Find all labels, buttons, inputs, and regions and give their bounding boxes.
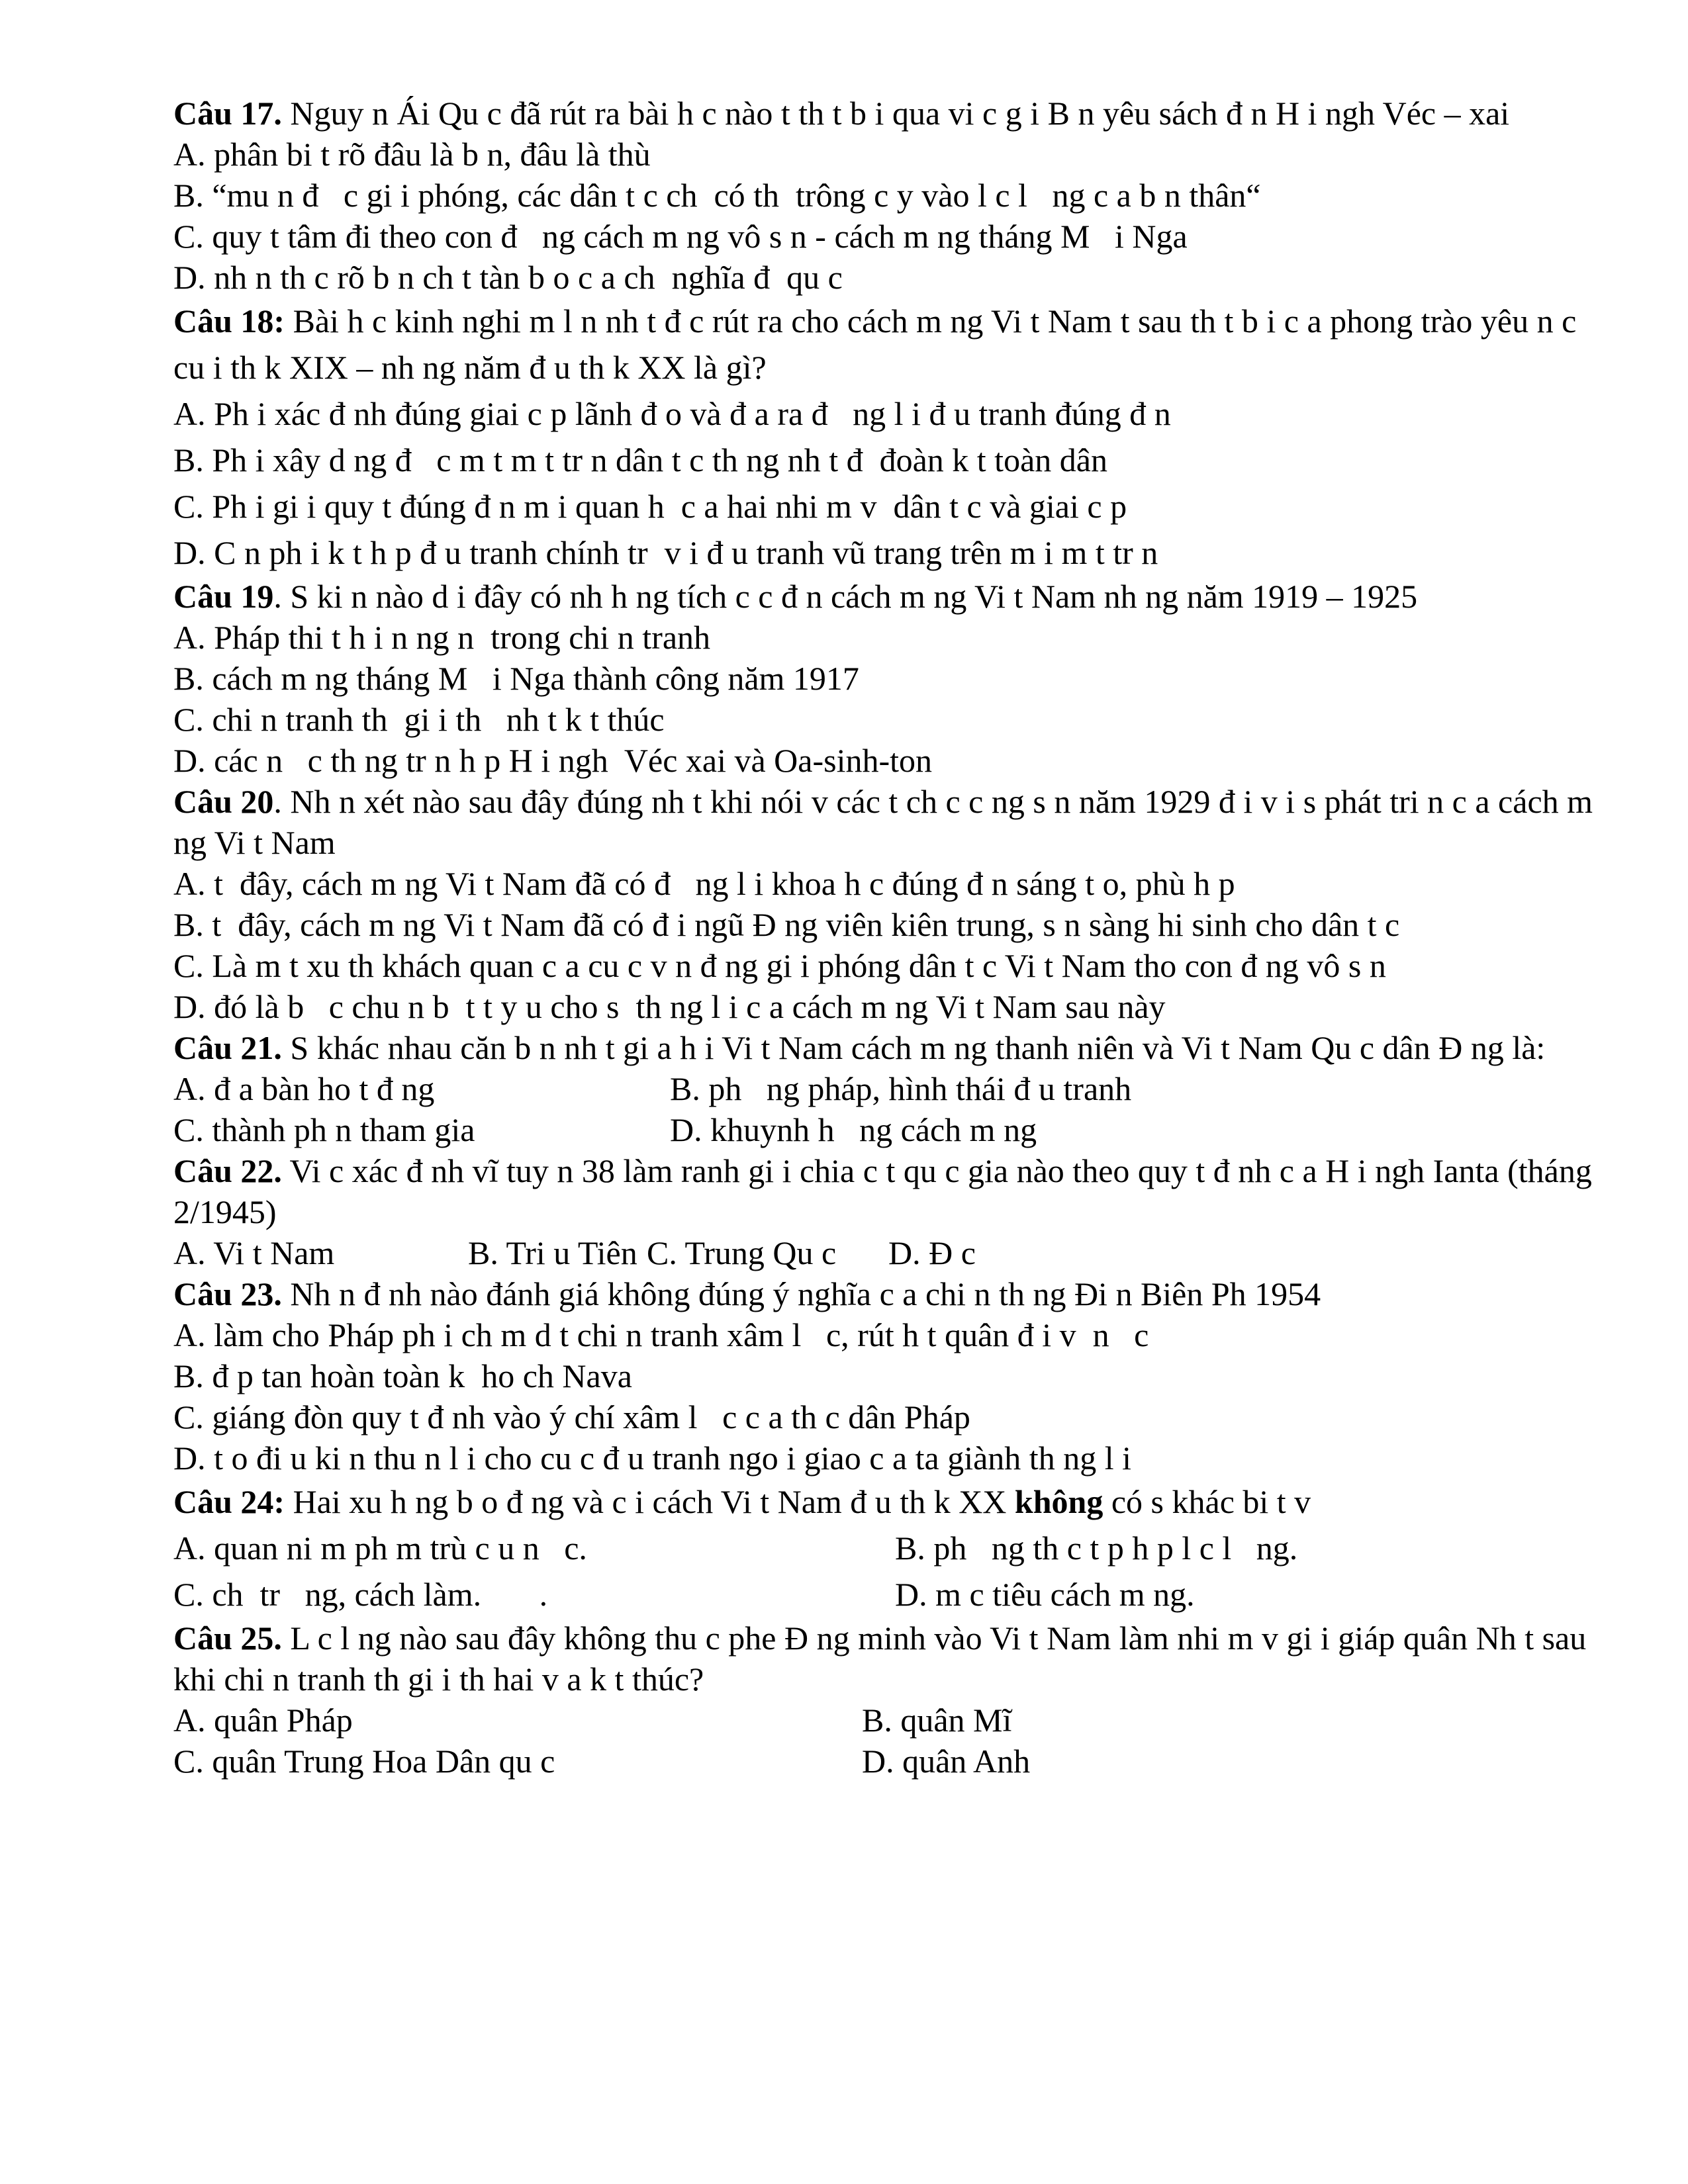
option-c: C. Trung Qu c: [647, 1234, 837, 1271]
question-stem: [173, 298, 1597, 390]
question-stem: [173, 93, 1597, 134]
option-d: D. t o đi u ki n thu n l i cho cu c đ u tranh ngo i giao c a ta giành th ng l i: [173, 1439, 1131, 1477]
question-label: Câu 20: [173, 783, 274, 820]
options-row: [173, 1700, 1597, 1741]
question-label: Câu 19: [173, 578, 274, 615]
question-label: Câu 23.: [173, 1275, 282, 1312]
option-d: D. quân Anh: [862, 1743, 1031, 1780]
option-b: B. ph ng pháp, hình thái đ u tranh: [670, 1070, 1132, 1107]
question-label: Câu 18:: [173, 302, 285, 340]
option-a: A. quân Pháp: [173, 1702, 353, 1739]
question-25: [173, 1617, 1597, 1782]
option-c: C. giáng đòn quy t đ nh vào ý chí xâm l c c a th c dân Pháp: [173, 1398, 970, 1435]
options-row: [173, 1525, 1597, 1571]
question-stem: [173, 1479, 1597, 1525]
option-b: B. t đây, cách m ng Vi t Nam đã có đ i ngũ Đ ng viên kiên trung, s n sàng hi sinh cho dân t c: [173, 906, 1400, 943]
question-stem: [173, 1150, 1597, 1232]
question-text-post: có s khác bi t v: [1103, 1483, 1311, 1520]
question-19: [173, 576, 1597, 781]
option-c: C. chi n tranh th gi i th nh t k t thúc: [173, 701, 665, 738]
options-row: [173, 1232, 1597, 1273]
option-d: D. nh n th c rõ b n ch t tàn b o c a ch nghĩa đ qu c: [173, 259, 843, 296]
option-d: D. đó là b c chu n b t t y u cho s th ng l i c a cách m ng Vi t Nam sau này: [173, 988, 1166, 1025]
options-row: [173, 1109, 1597, 1150]
option-c: C. ch tr ng, cách làm. .: [173, 1576, 548, 1613]
question-label: Câu 22.: [173, 1152, 282, 1189]
option-d: D. khuynh h ng cách m ng: [670, 1111, 1037, 1148]
question-emphasis: không: [1014, 1483, 1103, 1520]
option-d: D. các n c th ng tr n h p H i ngh Véc xai và Oa-sinh-ton: [173, 742, 933, 779]
option-b: B. quân Mĩ: [862, 1702, 1012, 1739]
question-label: Câu 24:: [173, 1483, 285, 1520]
question-text: Bài h c kinh nghi m l n nh t đ c rút ra cho cách m ng Vi t Nam t sau th t b i c a phong trào yêu n c cu i th k XIX – nh ng năm đ u th k XX là gì?: [173, 302, 1577, 386]
option-c: C. Là m t xu th khách quan c a cu c v n đ ng gi i phóng dân t c Vi t Nam tho con đ ng vô s n: [173, 947, 1386, 984]
question-24: [173, 1479, 1597, 1617]
option-a: A. làm cho Pháp ph i ch m d t chi n tranh xâm l c, rút h t quân đ i v n c: [173, 1316, 1149, 1353]
question-21: [173, 1027, 1597, 1150]
question-text: Vi c xác đ nh vĩ tuy n 38 làm ranh gi i chia c t qu c gia nào theo quy t đ nh c a H i ngh Ianta (tháng 2/1945): [173, 1152, 1592, 1230]
option-c: C. Ph i gi i quy t đúng đ n m i quan h c a hai nhi m v dân t c và giai c p: [173, 488, 1127, 525]
question-stem: [173, 1027, 1597, 1068]
question-stem: [173, 1617, 1597, 1700]
question-text: Nh n đ nh nào đánh giá không đúng ý nghĩa c a chi n th ng Đi n Biên Ph 1954: [281, 1275, 1321, 1312]
question-label: Câu 25.: [173, 1619, 282, 1657]
options-row: [173, 1068, 1597, 1109]
question-label: Câu 17.: [173, 95, 282, 132]
question-stem: [173, 781, 1597, 863]
option-a: A. phân bi t rõ đâu là b n, đâu là thù: [173, 136, 651, 173]
options-row: [173, 1571, 1597, 1617]
option-c: C. quân Trung Hoa Dân qu c: [173, 1743, 555, 1780]
question-17: [173, 93, 1597, 298]
question-text: . S ki n nào d i đây có nh h ng tích c c đ n cách m ng Vi t Nam nh ng năm 1919 – 1925: [273, 578, 1418, 615]
option-d: D. m c tiêu cách m ng.: [895, 1576, 1195, 1613]
option-c: C. thành ph n tham gia: [173, 1111, 475, 1148]
option-a: A. Vi t Nam: [173, 1234, 335, 1271]
option-b: B. “mu n đ c gi i phóng, các dân t c ch có th trông c y vào l c l ng c a b n thân“: [173, 177, 1261, 214]
question-text: L c l ng nào sau đây không thu c phe Đ ng minh vào Vi t Nam làm nhi m v gi i giáp quân Nh t sau khi chi n tranh th gi i th hai v a k t thúc?: [173, 1619, 1587, 1698]
option-b: B. ph ng th c t p h p l c l ng.: [895, 1529, 1298, 1567]
exam-page: [173, 93, 1597, 1782]
question-text: S khác nhau căn b n nh t gi a h i Vi t Nam cách m ng thanh niên và Vi t Nam Qu c dân Đ ng là:: [281, 1029, 1546, 1066]
question-23: [173, 1273, 1597, 1479]
option-a: A. Pháp thi t h i n ng n trong chi n tranh: [173, 619, 711, 656]
question-text-pre: Hai xu h ng b o đ ng và c i cách Vi t Nam đ u th k XX: [285, 1483, 1015, 1520]
option-a: A. Ph i xác đ nh đúng giai c p lãnh đ o và đ a ra đ ng l i đ u tranh đúng đ n: [173, 395, 1171, 432]
option-a: A. quan ni m ph m trù c u n c.: [173, 1529, 587, 1567]
option-d: D. Đ c: [888, 1234, 976, 1271]
option-b: B. cách m ng tháng M i Nga thành công năm 1917: [173, 660, 859, 697]
option-b: B. đ p tan hoàn toàn k ho ch Nava: [173, 1357, 632, 1394]
question-20: [173, 781, 1597, 1027]
option-a: A. t đây, cách m ng Vi t Nam đã có đ ng l i khoa h c đúng đ n sáng t o, phù h p: [173, 865, 1235, 902]
question-stem: [173, 576, 1597, 617]
question-text: Nguy n Ái Qu c đã rút ra bài h c nào t th t b i qua vi c g i B n yêu sách đ n H i ngh Véc – xai: [281, 95, 1510, 132]
option-b: B. Tri u Tiên: [468, 1234, 637, 1271]
option-d: D. C n ph i k t h p đ u tranh chính tr v i đ u tranh vũ trang trên m i m t tr n: [173, 534, 1158, 571]
option-a: A. đ a bàn ho t đ ng: [173, 1070, 435, 1107]
question-text: . Nh n xét nào sau đây đúng nh t khi nói v các t ch c c ng s n năm 1929 đ i v i s phát tri n c a cách m ng Vi t Nam: [173, 783, 1593, 861]
option-c: C. quy t tâm đi theo con đ ng cách m ng vô s n - cách m ng tháng M i Nga: [173, 218, 1188, 255]
question-label: Câu 21.: [173, 1029, 282, 1066]
options-row: [173, 1741, 1597, 1782]
question-22: [173, 1150, 1597, 1273]
question-18: [173, 298, 1597, 576]
option-b: B. Ph i xây d ng đ c m t m t tr n dân t c th ng nh t đ đoàn k t toàn dân: [173, 441, 1107, 478]
question-stem: [173, 1273, 1597, 1314]
